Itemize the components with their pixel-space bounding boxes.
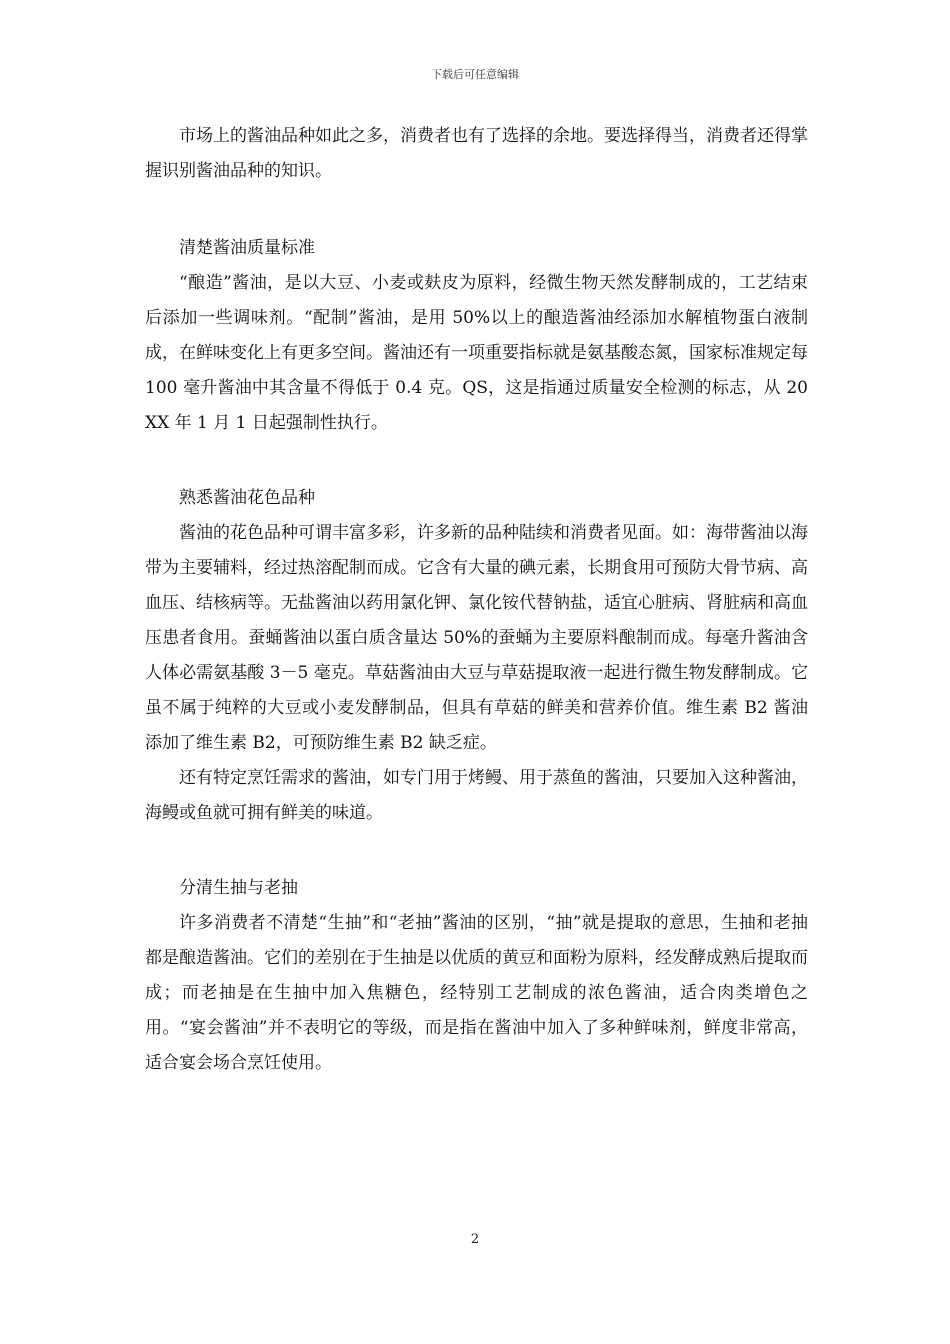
variety-paragraph-2: 还有特定烹饪需求的酱油，如专门用于烤鳗、用于蒸鱼的酱油，只要加入这种酱油，海鳗或鱼就可拥有鲜美的味道。 xyxy=(145,768,808,823)
page-header: 下载后可任意编辑 xyxy=(431,68,519,81)
variety-paragraph-1: 酱油的花色品种可谓丰富多彩，许多新的品种陆续和消费者见面。如：海带酱油以海带为主要辅料，经过热溶配制而成。它含有大量的碘元素，长期食用可预防大骨节病、高血压、结核病等。无盐酱油以药用氯化钾、氯化铵代替钠盐，适宜心脏病、肾脏病和高血压患者食用。蚕蛹酱油以蛋白质含量达 50%的蚕蛹为主要原料酿制而成。每毫升酱油含人体必需氨基酸 3－5 毫克。草菇酱油由大豆与草菇提取液一起进行微生物发酵制成。它虽不属于纯粹的大豆或小麦发酵制品，但具有草菇的鲜美和营养价值。维生素 B2 酱油添加了维生素 B2，可预防维生素 B2 缺乏症。 xyxy=(145,523,808,753)
section-heading-quality: 清楚酱油质量标准 xyxy=(179,238,315,258)
spacer xyxy=(145,441,808,481)
section-heading-soy-types: 分清生抽与老抽 xyxy=(179,878,298,898)
spacer xyxy=(145,831,808,871)
intro-paragraph: 市场上的酱油品种如此之多，消费者也有了选择的余地。要选择得当，消费者还得掌握识别酱油品种的知识。 xyxy=(145,126,808,181)
soy-types-paragraph: 许多消费者不清楚“生抽”和“老抽”酱油的区别，“抽”就是提取的意思，生抽和老抽都是酿造酱油。它们的差别在于生抽是以优质的黄豆和面粉为原料，经发酵成熟后提取而成；而老抽是在生抽中加入焦糖色，经特别工艺制成的浓色酱油，适合肉类增色之用。“宴会酱油”并不表明它的等级，而是指在酱油中加入了多种鲜味剂，鲜度非常高，适合宴会场合烹饪使用。 xyxy=(145,913,808,1073)
section-heading-variety: 熟悉酱油花色品种 xyxy=(179,488,315,508)
spacer xyxy=(145,189,808,231)
quality-paragraph: “酿造”酱油，是以大豆、小麦或麸皮为原料，经微生物天然发酵制成的，工艺结束后添加一些调味剂。“配制”酱油，是用 50%以上的酿造酱油经添加水解植物蛋白液制成，在鲜味变化上有更多空间。酱油还有一项重要指标就是氨基酸态氮，国家标准规定每 100 毫升酱油中其含量不得低于 0.4 克。QS，这是指通过质量安全检测的标志，从 20XX 年 1 月 1 日起强制性执行。 xyxy=(145,273,808,433)
document-body xyxy=(145,119,808,1081)
page-number: 2 xyxy=(470,1232,480,1247)
